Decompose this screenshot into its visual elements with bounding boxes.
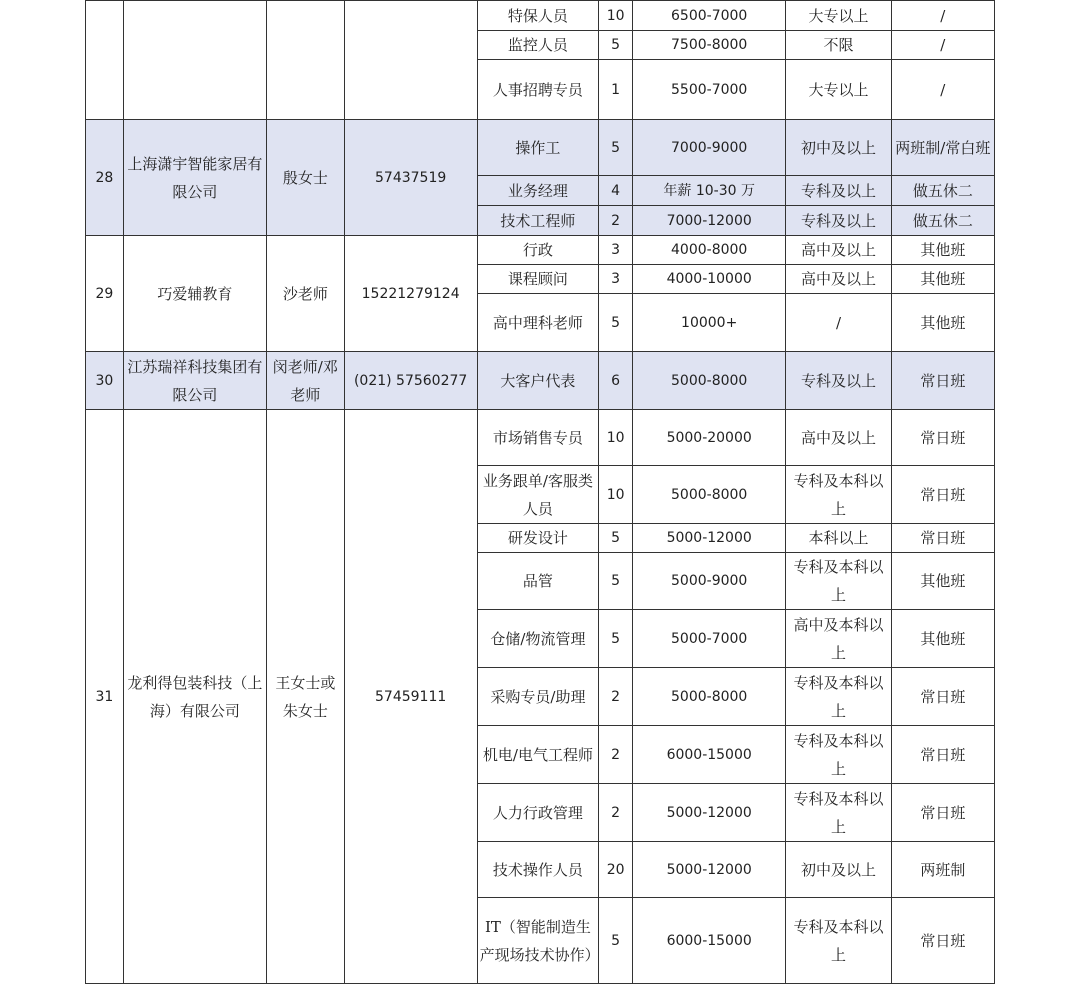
contact-phone: 57437519 [344,120,477,236]
job-education: 专科及本科以上 [786,466,891,524]
job-position: 业务跟单/客服类人员 [477,466,599,524]
job-shift: 常日班 [891,524,994,553]
job-headcount: 2 [599,206,633,236]
job-headcount: 5 [599,553,633,610]
job-position: IT（智能制造生产现场技术协作） [477,898,599,984]
job-salary: 5500-7000 [633,60,786,120]
job-position: 技术工程师 [477,206,599,236]
job-headcount: 5 [599,610,633,668]
job-position: 技术操作人员 [477,842,599,898]
contact-phone: 15221279124 [344,236,477,352]
job-position: 监控人员 [477,31,599,60]
job-education: 高中及本科以上 [786,610,891,668]
company-name: 龙利得包装科技（上海）有限公司 [123,410,266,984]
job-salary: 5000-9000 [633,553,786,610]
job-education: 专科及本科以上 [786,668,891,726]
job-shift: 做五休二 [891,176,994,206]
job-position: 行政 [477,236,599,265]
job-education: 高中及以上 [786,410,891,466]
job-shift: / [891,60,994,120]
job-shift: 两班制/常白班 [891,120,994,176]
contact-person: 殷女士 [266,120,344,236]
job-position: 业务经理 [477,176,599,206]
job-education: 专科及本科以上 [786,553,891,610]
job-headcount: 5 [599,31,633,60]
job-education: 高中及以上 [786,265,891,294]
job-salary: 7000-12000 [633,206,786,236]
job-position: 品管 [477,553,599,610]
job-salary: 6000-15000 [633,726,786,784]
job-salary: 5000-12000 [633,842,786,898]
job-shift: 常日班 [891,466,994,524]
job-salary: 5000-12000 [633,524,786,553]
job-salary: 6000-15000 [633,898,786,984]
job-salary: 10000+ [633,294,786,352]
contact-phone: 57459111 [344,410,477,984]
job-salary: 4000-8000 [633,236,786,265]
job-shift: 其他班 [891,553,994,610]
job-headcount: 10 [599,1,633,31]
job-position: 采购专员/助理 [477,668,599,726]
company-number: 31 [86,410,124,984]
job-position: 仓储/物流管理 [477,610,599,668]
job-shift: 常日班 [891,726,994,784]
company-name: 上海潇宇智能家居有限公司 [123,120,266,236]
phone-cell [344,1,477,120]
job-position: 课程顾问 [477,265,599,294]
job-headcount: 1 [599,60,633,120]
company-name-cell [123,1,266,120]
company-number: 30 [86,352,124,410]
job-headcount: 5 [599,120,633,176]
job-education: 专科及以上 [786,352,891,410]
job-education: 高中及以上 [786,236,891,265]
table-row [86,1,995,31]
job-education: 不限 [786,31,891,60]
contact-phone: (021) 57560277 [344,352,477,410]
job-salary: 5000-8000 [633,466,786,524]
job-shift: 常日班 [891,898,994,984]
contact-person: 沙老师 [266,236,344,352]
job-headcount: 4 [599,176,633,206]
company-number: 29 [86,236,124,352]
job-headcount: 5 [599,524,633,553]
job-position: 特保人员 [477,1,599,31]
job-headcount: 2 [599,668,633,726]
contact-person: 王女士或朱女士 [266,410,344,984]
job-position: 高中理科老师 [477,294,599,352]
job-education: 专科及本科以上 [786,784,891,842]
contact-cell [266,1,344,120]
job-education: / [786,294,891,352]
job-education: 专科及以上 [786,176,891,206]
job-listing-table [85,0,995,984]
job-education: 大专以上 [786,60,891,120]
job-position: 机电/电气工程师 [477,726,599,784]
job-shift: 其他班 [891,236,994,265]
job-headcount: 5 [599,898,633,984]
job-salary: 年薪 10-30 万 [633,176,786,206]
job-salary: 7000-9000 [633,120,786,176]
job-education: 本科以上 [786,524,891,553]
job-shift: 其他班 [891,265,994,294]
job-salary: 5000-8000 [633,352,786,410]
job-salary: 6500-7000 [633,1,786,31]
job-listing-body [86,1,995,984]
job-education: 大专以上 [786,1,891,31]
job-salary: 5000-12000 [633,784,786,842]
job-shift: 做五休二 [891,206,994,236]
job-headcount: 2 [599,784,633,842]
table-row [86,236,995,265]
job-headcount: 3 [599,236,633,265]
company-name: 巧爱辅教育 [123,236,266,352]
job-salary: 5000-8000 [633,668,786,726]
job-shift: 常日班 [891,410,994,466]
job-shift: 常日班 [891,352,994,410]
table-row [86,120,995,176]
job-shift: 两班制 [891,842,994,898]
job-salary: 4000-10000 [633,265,786,294]
job-position: 研发设计 [477,524,599,553]
job-shift: 其他班 [891,610,994,668]
table-row [86,410,995,466]
job-shift: / [891,31,994,60]
job-headcount: 6 [599,352,633,410]
job-education: 专科及本科以上 [786,726,891,784]
job-education: 初中及以上 [786,120,891,176]
job-education: 专科及本科以上 [786,898,891,984]
company-no-cell [86,1,124,120]
job-shift: / [891,1,994,31]
job-headcount: 2 [599,726,633,784]
job-education: 专科及以上 [786,206,891,236]
job-position: 操作工 [477,120,599,176]
company-number: 28 [86,120,124,236]
job-salary: 7500-8000 [633,31,786,60]
job-headcount: 5 [599,294,633,352]
job-headcount: 20 [599,842,633,898]
job-headcount: 3 [599,265,633,294]
job-position: 人事招聘专员 [477,60,599,120]
job-shift: 常日班 [891,668,994,726]
table-row [86,352,995,410]
job-salary: 5000-7000 [633,610,786,668]
job-position: 大客户代表 [477,352,599,410]
job-shift: 其他班 [891,294,994,352]
job-position: 人力行政管理 [477,784,599,842]
job-salary: 5000-20000 [633,410,786,466]
job-shift: 常日班 [891,784,994,842]
contact-person: 闵老师/邓老师 [266,352,344,410]
job-education: 初中及以上 [786,842,891,898]
job-position: 市场销售专员 [477,410,599,466]
company-name: 江苏瑞祥科技集团有限公司 [123,352,266,410]
job-headcount: 10 [599,466,633,524]
job-headcount: 10 [599,410,633,466]
